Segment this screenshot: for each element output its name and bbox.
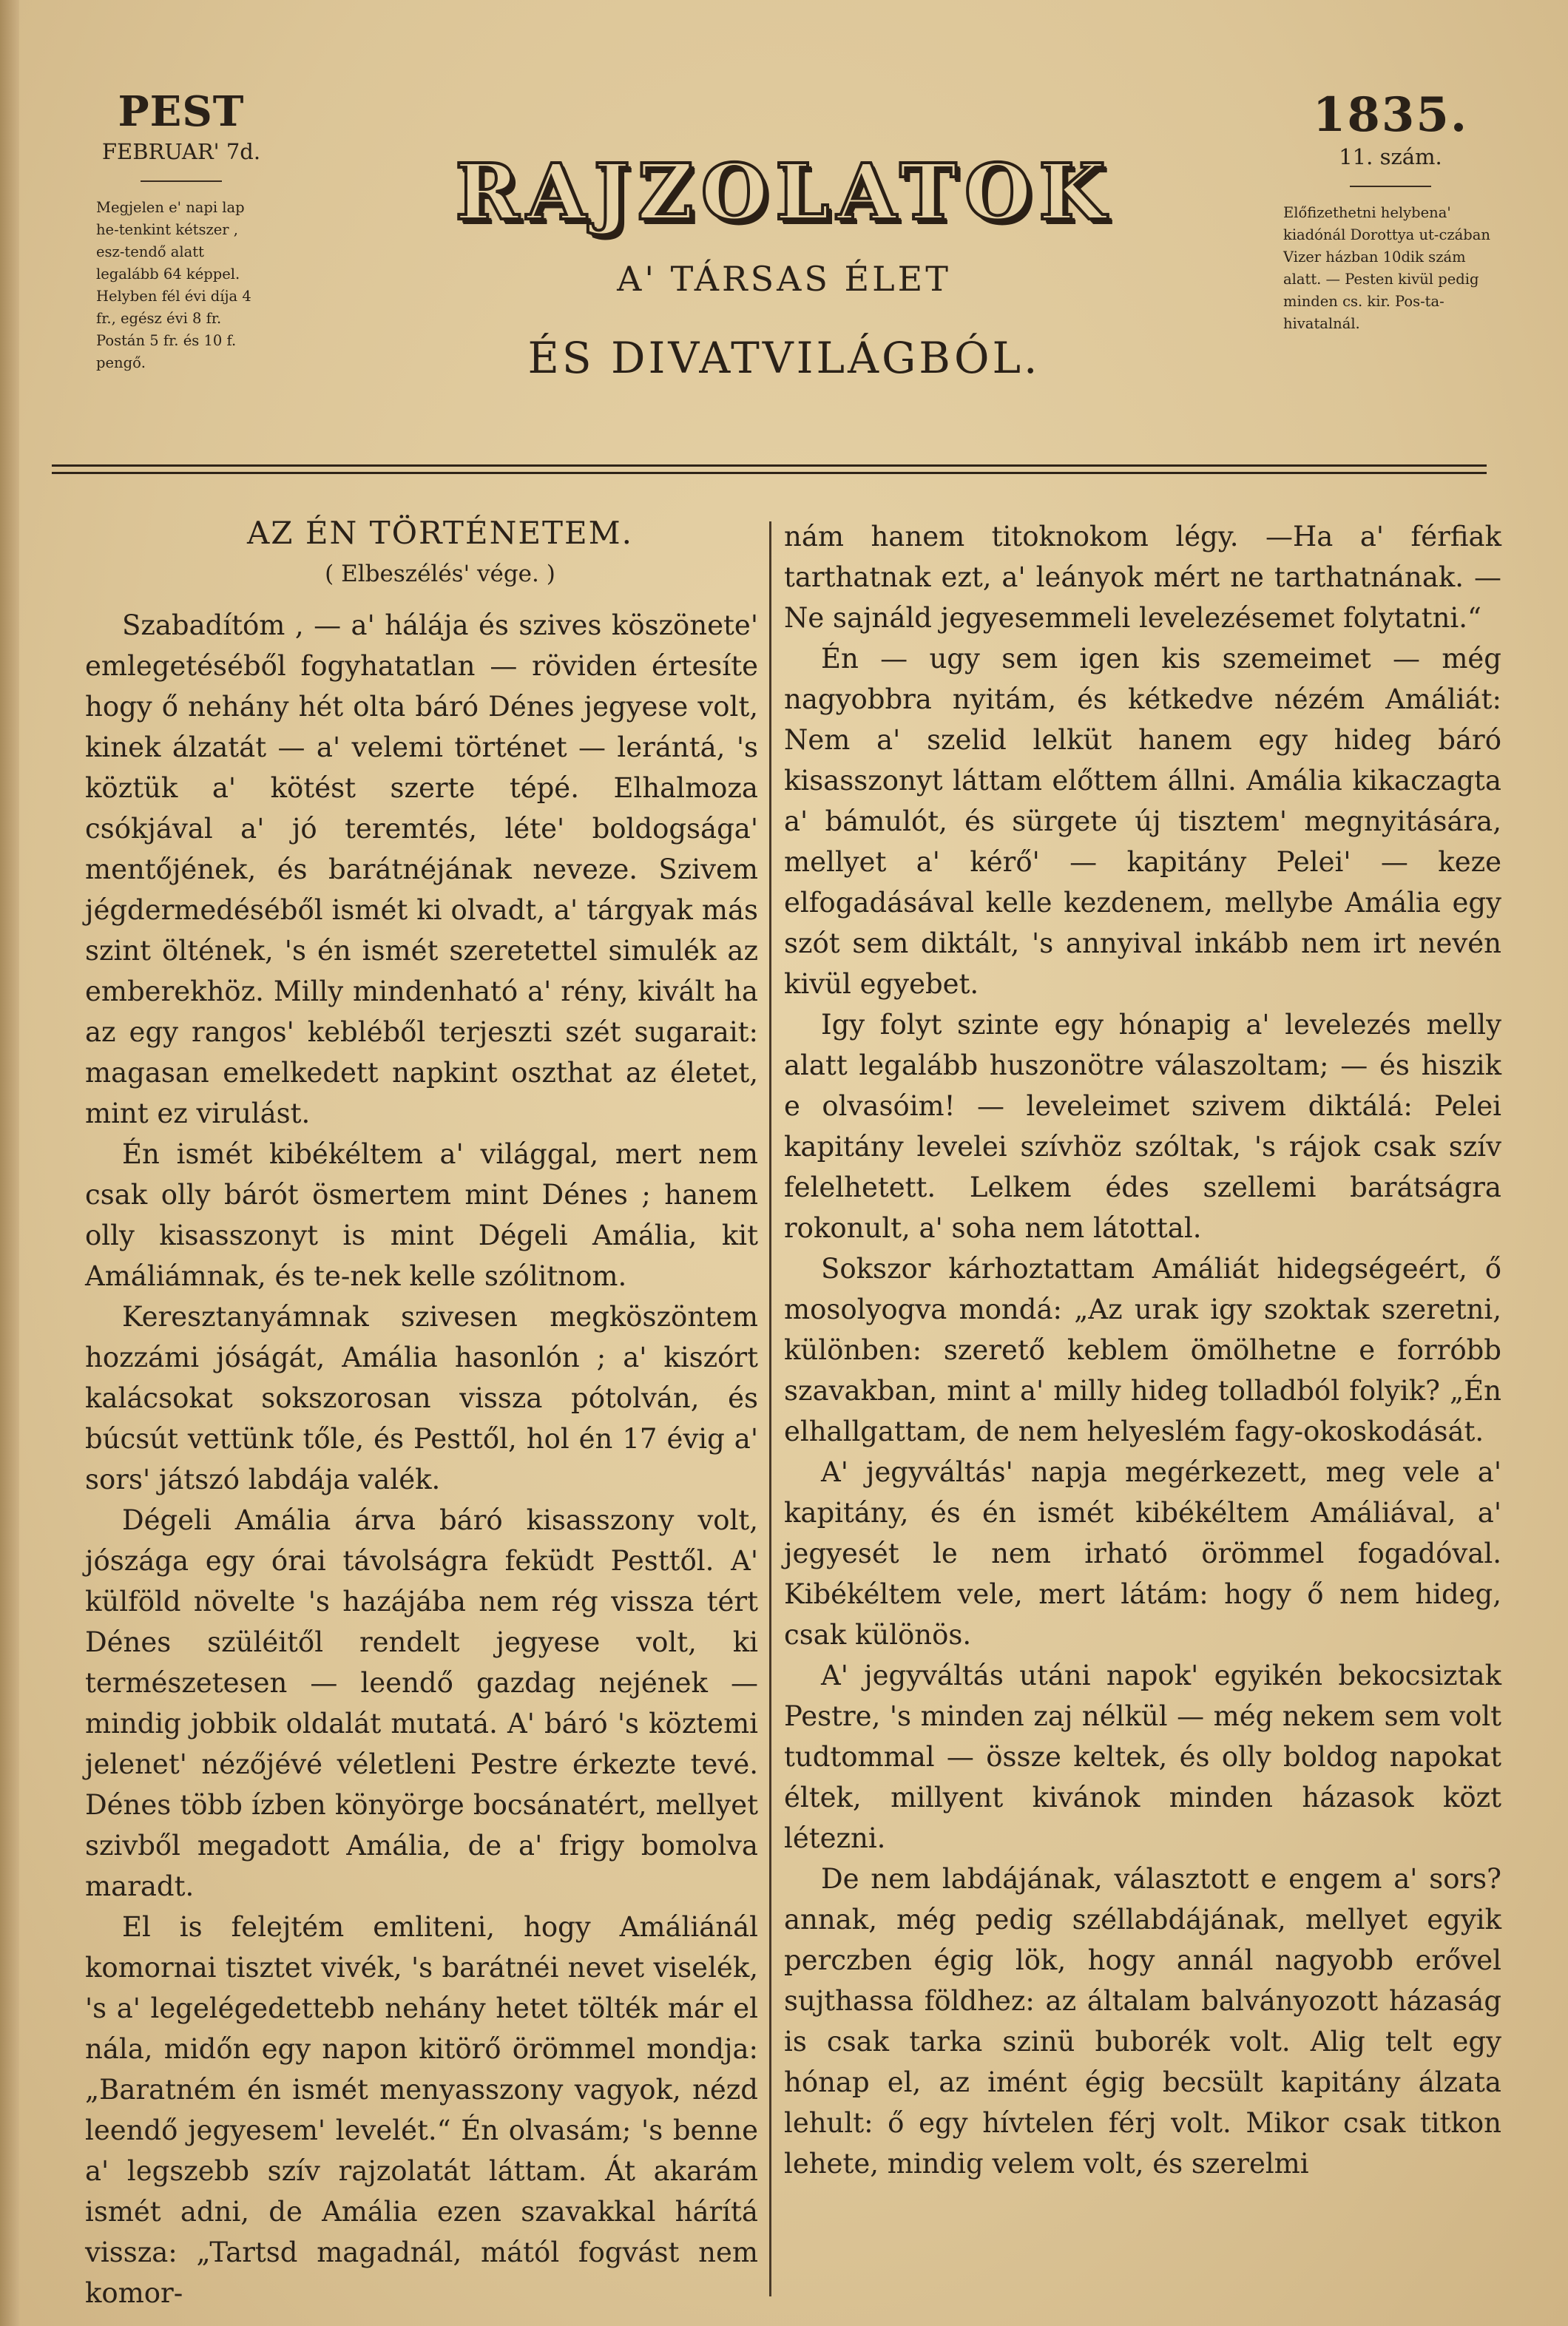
header-divider-top: [52, 464, 1487, 467]
paragraph: nám hanem titoknokom légy. —Ha a' férfiak tarthatnak ezt, a' leányok mért ne tarthatnának. — Ne sajnáld jegyesemmeli levelezésemet folytatni.“: [784, 521, 1501, 634]
issue-year: 1835.: [1312, 87, 1469, 143]
issue-number: 11. szám.: [1339, 144, 1442, 169]
paragraph: Sokszor kárhoztattam Amáliát hidegségeért, ő mosolyogva mondá: „Az urak igy szoktak szeretni, különben: szerető keblem ömölhetne e forróbb szavakban, mint a' milly hideg tolladból folyik? „Én elhallgattam, de nem helyeslém fagy-okoskodását.: [784, 1253, 1501, 1447]
masthead-subtitle-line1: A' TÁRSAS ÉLET: [617, 259, 951, 299]
header-divider-bottom: [52, 472, 1487, 474]
paragraph: El is felejtém emliteni, hogy Amáliánál komornai tisztet vivék, 's barátnéi nevet viselék, 's a' legelégedettebb nehány hetet tölték már el nála, midőn egy napon kitörő örömmel mondja: „Baratném én ismét menyasszony vagyok, nézd leendő jegyesem' levelét.“ Én olvasám; 's benne a' legszebb szív rajzolatát láttam. Át akarám ismét adni, de Amália ezen szavakkal hárítá vissza: „Tartsd magadnál, mától fogvást nem komor-: [85, 1911, 758, 2309]
masthead-title: RAJZOLATOK: [455, 146, 1113, 237]
right-column: [784, 516, 1501, 2184]
header-right-rule: [1350, 186, 1431, 187]
article-subtitle: ( Elbeszélés' vége. ): [325, 561, 555, 587]
paragraph: A' jegyváltás' napja megérkezett, meg vele a' kapitány, és én ismét kibékéltem Amáliával, a' jegyesét le nem irható örömmel fogadóval. Kibékéltem vele, mert látám: hogy ő nem hideg, csak különös.: [784, 1456, 1501, 1651]
paragraph: A' jegyváltás utáni napok' egyikén bekocsiztak Pestre, 's minden zaj nélkül — még nekem sem volt tudtommal — össze keltek, és olly boldog napokat éltek, millyent kivánok minden házasok közt létezni.: [784, 1660, 1501, 1854]
paragraph: Én ismét kibékéltem a' világgal, mert nem csak olly bárót ösmertem mint Dénes ; hanem olly kisasszonyt is mint Dégeli Amália, kit Amáliámnak, és te-nek kelle szólitnom.: [85, 1138, 758, 1292]
left-column: [85, 510, 758, 2313]
paragraph: Keresztanyámnak szivesen megköszöntem hozzámi jóságát, Amália hasonlón ; a' kiszórt kalácsokat sokszorosan vissza pótolván, és búcsút vettünk tőle, és Pesttől, hol én 17 évig a' sors' játszó labdája valék.: [85, 1301, 758, 1495]
subscription-address-note: Előfizethetni helybena' kiadónál Dorottya ut-czában Vizer házban 10dik szám alatt. — Pesten kivül pedig minden cs. kir. Pos-ta-hivatalnál.: [1283, 204, 1490, 332]
subscription-frequency-note: Megjelen e' napi lap he-tenkint kétszer , esz-tendő alatt legalább 64 képpel. Helyben fél évi díja 4 fr., egész évi 8 fr. Postán 5 fr. és 10 f. pengő.: [96, 199, 251, 371]
masthead-subtitle-line2: ÉS DIVATVILÁGBÓL.: [527, 333, 1041, 383]
paragraph: Dégeli Amália árva báró kisasszony volt, jószága egy órai távolságra feküdt Pesttől. A' külföld növelte 's hazájába nem rég vissza tért Dénes szüléitől rendelt jegyese volt, ki természetesen — leendő gazdag nejének — mindig jobbik oldalát mutatá. A' báró 's köztemi jelenet' nézőjévé véletleni Pestre érkezte tevé. Dénes több ízben könyörge bocsánatért, mellyet szivből megadott Amália, de a' frigy bomolva maradt.: [85, 1504, 758, 1902]
header-right-block: [1283, 87, 1498, 335]
place-label: PEST: [118, 87, 245, 136]
paragraph: Én — ugy sem igen kis szemeimet — még nagyobbra nyitám, és kétkedve nézém Amáliát: Nem a' szelid lelküt hanem egy hideg báró kisasszonyt láttam előttem állni. Amália kikaczagta a' bámulót, és sürgete új tisztem' megnyitására, mellyet a' kérő' — kapitány Pelei' — keze elfogadásával kelle kezdenem, mellybe Amália egy szót sem diktált, 's annyival inkább nem irt nevén kivül egyebet.: [784, 643, 1501, 1000]
column-divider: [769, 521, 771, 2296]
article-title: AZ ÉN TÖRTÉNETEM.: [246, 515, 634, 551]
issue-date: FEBRUAR' 7d.: [101, 139, 261, 164]
paragraph: Szabadítóm , — a' hálája és szives köszönete' emlegetéséből fogyhatatlan — röviden értesíte hogy ő nehány hét olta báró Dénes jegyese volt, kinek álzatát — a' velemi történet — lerántá, 's köztük a' kötést szerte tépé. Elhalmoza csókjával a' jó teremtés, léte' boldogsága' mentőjének, és barátnéjának neveze. Szivem jégdermedéséből ismét ki olvadt, a' tárgyak más szint öltének, 's én ismét szeretettel simulék az emberekhöz. Milly mindenható a' rény, kivált ha az egy rangos' kebléből terjeszti szét sugarait: magasan emelkedett napkint oszthat az életet, mint ez virulást.: [85, 609, 758, 1129]
paragraph: De nem labdájának, választott e engem a' sors? annak, még pedig széllabdájának, mellyet egyik perczben égig lök, hogy annál nagyobb erővel sujthassa földhez: az általam balványozott házaság is csak tarka szinü buborék volt. Alig telt egy hónap el, az imént égig becsült kapitány álzata lehult: ő egy hívtelen férj volt. Mikor csak titkon lehete, mindig velem volt, és szerelmi: [784, 1863, 1501, 2180]
paragraph: Igy folyt szinte egy hónapig a' levelezés melly alatt legalább huszonötre válaszoltam; — és hiszik e olvasóim! — leveleimet szivem diktálá: Pelei kapitány levelei szívhöz szóltak, 's rájok csak szív felelhetett. Lelkem édes szellemi barátságra rokonult, a' soha nem látottal.: [784, 1009, 1501, 1244]
